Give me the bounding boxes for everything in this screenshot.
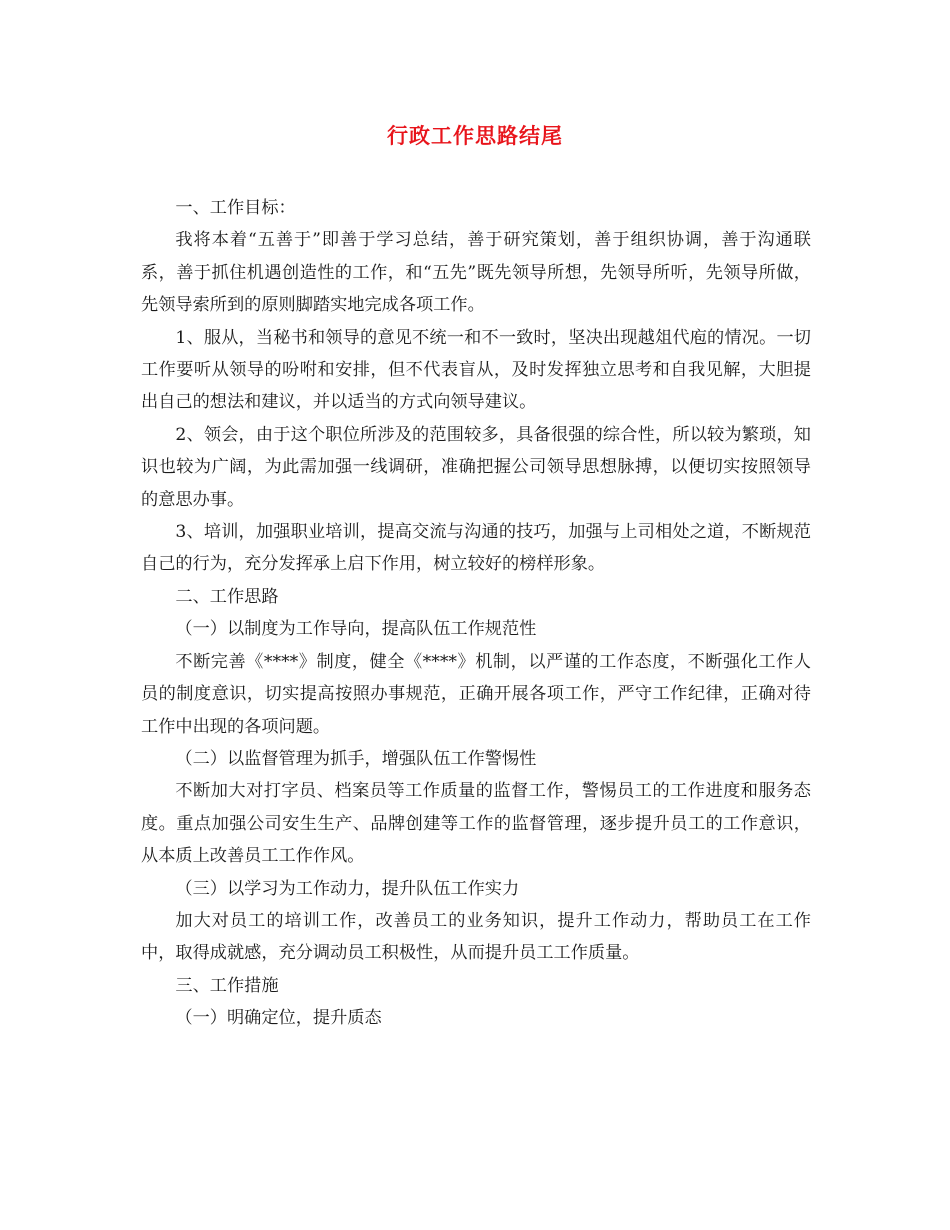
section-heading: 三、工作措施 [175, 975, 279, 996]
paragraph: 3、培训，加强职业培训，提高交流与沟通的技巧，加强与上司相处之道，不断规范自己的行为，充分发挥承上启下作用，树立较好的榜样形象。 [141, 522, 811, 575]
paragraph: 1、服从，当秘书和领导的意见不统一和不一致时，坚决出现越俎代庖的情况。一切工作要听从领导的吩咐和安排，但不代表盲从，及时发挥独立思考和自我见解，大胆提出自己的想法和建议，并以适当的方式向领导建议。 [141, 327, 811, 413]
paragraph: 不断完善《****》制度，健全《****》机制，以严谨的工作态度，不断强化工作人员的制度意识，切实提高按照办事规范，正确开展各项工作，严守工作纪律，正确对待工作中出现的各项问题。 [141, 651, 811, 737]
paragraph: 我将本着“五善于”即善于学习总结，善于研究策划，善于组织协调，善于沟通联系，善于抓住机遇创造性的工作，和“五先”既先领导所想，先领导所听，先领导所做，先领导索所到的原则脚踏实地完成各项工作。 [141, 230, 811, 316]
document-title: 行政工作思路结尾 [387, 123, 563, 148]
paragraph: 2、领会，由于这个职位所涉及的范围较多，具备很强的综合性，所以较为繁琐，知识也较为广阔，为此需加强一线调研，准确把握公司领导思想脉搏，以便切实按照领导的意思办事。 [141, 424, 811, 510]
subsection-heading: （一）明确定位，提升质态 [175, 1008, 382, 1029]
paragraph: 加大对员工的培训工作，改善员工的业务知识，提升工作动力，帮助员工在工作中，取得成就感，充分调动员工积极性，从而提升员工工作质量。 [141, 910, 811, 964]
section-heading: 二、工作思路 [175, 586, 279, 607]
subsection-heading: （二）以监督管理为抓手，增强队伍工作警惕性 [175, 748, 537, 769]
section-heading: 一、工作目标： [175, 198, 296, 218]
subsection-heading: （一）以制度为工作导向，提高队伍工作规范性 [175, 619, 537, 640]
paragraph: 不断加大对打字员、档案员等工作质量的监督工作，警惕员工的工作进度和服务态度。重点加强公司安生生产、品牌创建等工作的监督管理，逐步提升员工的工作意识，从本质上改善员工工作作风。 [141, 781, 811, 867]
document-body [141, 192, 811, 1035]
subsection-heading: （三）以学习为工作动力，提升队伍工作实力 [175, 878, 520, 899]
